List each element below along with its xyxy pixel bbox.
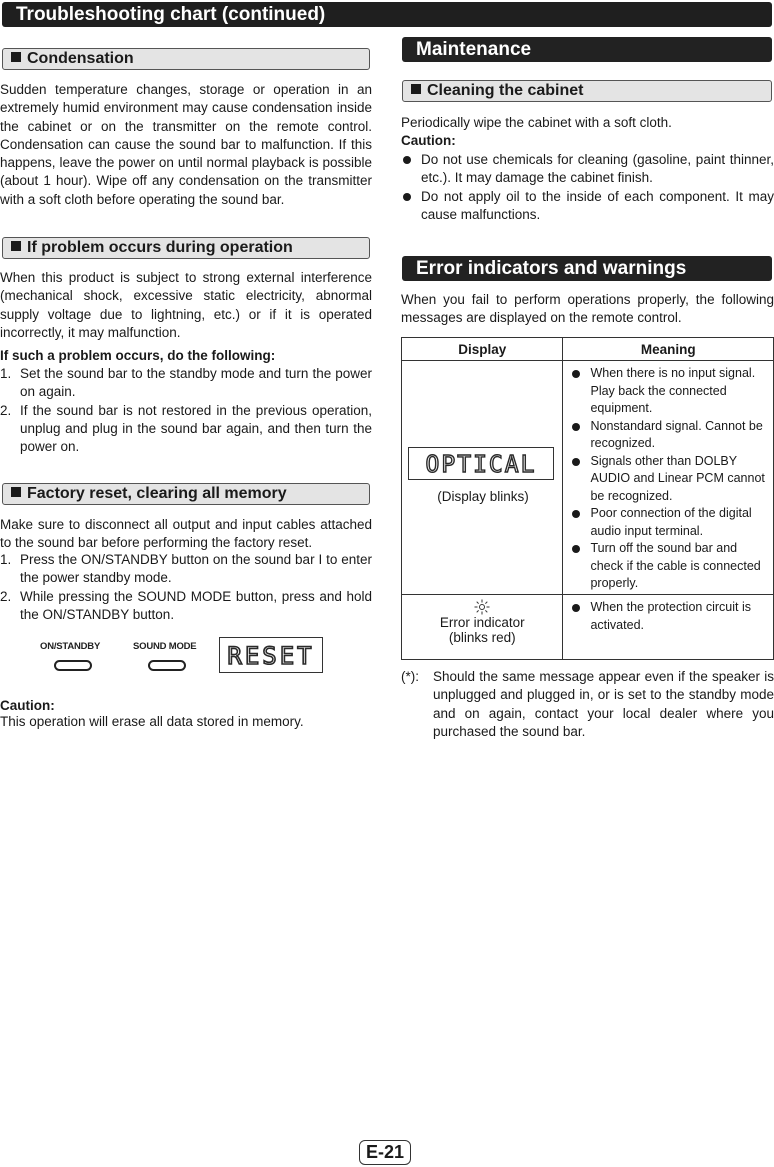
optical-display bbox=[408, 447, 554, 480]
lcd-display-icon bbox=[409, 448, 553, 479]
table-row bbox=[402, 361, 774, 595]
sound-mode-label: SOUND MODE bbox=[133, 641, 197, 652]
operation-problem-steps bbox=[0, 365, 372, 456]
factory-reset-body: Make sure to disconnect all output and input cables attached to the sound bar before performing the factory reset. bbox=[0, 517, 372, 551]
square-bullet-icon bbox=[11, 241, 21, 251]
error-table bbox=[401, 337, 774, 660]
factory-reset-steps bbox=[0, 551, 372, 624]
square-bullet-icon bbox=[411, 84, 421, 94]
condensation-heading: Condensation bbox=[2, 48, 370, 70]
square-bullet-icon bbox=[11, 487, 21, 497]
bullet-icon bbox=[572, 370, 580, 378]
factory-reset-heading: Factory reset, clearing all memory bbox=[2, 483, 370, 505]
list-item: Nonstandard signal. Cannot be recognized. bbox=[563, 418, 769, 453]
cleaning-heading: Cleaning the cabinet bbox=[402, 80, 772, 102]
bullet-icon bbox=[572, 510, 580, 518]
bullet-icon bbox=[572, 458, 580, 466]
bullet-icon bbox=[403, 193, 411, 201]
maintenance-caution-list bbox=[401, 151, 774, 224]
page-number: E-21 bbox=[359, 1140, 411, 1165]
footnote-mark: (*): bbox=[401, 669, 419, 684]
bullet-icon bbox=[403, 156, 411, 164]
meaning-cell-optical bbox=[563, 361, 774, 595]
display-cell-error-indicator bbox=[402, 595, 563, 660]
display-blinks-note: (Display blinks) bbox=[437, 489, 529, 504]
operation-problem-body: When this product is subject to strong external interference (mechanical shock, excessive static electricity, abnormal supply voltage due to lightning, etc.) or if it is operated incorrectly, it may malfunction. bbox=[0, 270, 372, 340]
bullet-icon bbox=[572, 423, 580, 431]
maintenance-heading: Maintenance bbox=[402, 37, 772, 62]
error-intro: When you fail to perform operations properly, the following messages are displayed on the remote control. bbox=[401, 292, 774, 326]
table-header-row bbox=[402, 338, 774, 361]
footnote-text: Should the same message appear even if the speaker is unplugged and plugged in, or is set to the standby mode and on again, contact your local dealer where you purchased the sound bar. bbox=[433, 669, 774, 739]
meaning-list bbox=[563, 361, 773, 593]
meaning-cell-protection bbox=[563, 595, 774, 660]
error-indicators-heading: Error indicators and warnings bbox=[402, 256, 772, 281]
blinking-indicator-icon bbox=[474, 599, 490, 615]
list-item: 1. Set the sound bar to the standby mode and turn the power on again. bbox=[0, 366, 372, 400]
display-cell-optical bbox=[402, 361, 563, 595]
error-indicator-label: Error indicator bbox=[439, 615, 525, 630]
square-bullet-icon bbox=[11, 52, 21, 62]
reset-display-text: RESET bbox=[227, 642, 315, 670]
footnote bbox=[401, 668, 774, 741]
error-indicator-note: (blinks red) bbox=[448, 630, 516, 645]
list-item: 2. If the sound bar is not restored in the previous operation, unplug and plug in the sound bar again, and then turn the power on. bbox=[0, 402, 372, 455]
optical-display-text: OPTICAL bbox=[425, 452, 537, 478]
page-title: Troubleshooting chart (continued) bbox=[16, 4, 326, 25]
maintenance-caution-label: Caution: bbox=[401, 133, 456, 148]
bullet-icon bbox=[572, 545, 580, 553]
list-item: Do not use chemicals for cleaning (gasoline, paint thinner, etc.). It may damage the cabinet finish. bbox=[401, 151, 774, 188]
column-header-meaning: Meaning bbox=[563, 338, 774, 361]
reset-display bbox=[219, 637, 323, 673]
page-title-banner bbox=[2, 2, 772, 27]
operation-problem-subheading: If such a problem occurs, do the following: bbox=[0, 348, 276, 363]
table-row bbox=[402, 595, 774, 660]
column-header-display: Display bbox=[402, 338, 563, 361]
on-standby-label: ON/STANDBY bbox=[40, 641, 101, 652]
on-standby-button-icon bbox=[54, 660, 92, 671]
lcd-display-icon bbox=[220, 638, 322, 672]
meaning-list bbox=[563, 595, 773, 634]
list-item: Do not apply oil to the inside of each component. It may cause malfunctions. bbox=[401, 188, 774, 225]
list-item: When the protection circuit is activated. bbox=[563, 599, 769, 634]
list-item: When there is no input signal. Play back the connected equipment. bbox=[563, 365, 769, 418]
condensation-body: Sudden temperature changes, storage or operation in an extremely humid environment may cause condensation inside the cabinet or on the transmitter on the remote control. Condensation can cause the sound bar to malfunction. If this happens, leave the power on until normal playback is possible (about 1 hour). Wipe off any condensation on the transmitter with a soft cloth before operating the sound bar. bbox=[0, 82, 372, 207]
sound-mode-button-icon bbox=[148, 660, 186, 671]
list-item: Poor connection of the digital audio input terminal. bbox=[563, 505, 769, 540]
list-item: 1. Press the ON/STANDBY button on the sound bar I to enter the power standby mode. bbox=[0, 552, 372, 586]
list-item: Turn off the sound bar and check if the cable is connected properly. bbox=[563, 540, 769, 593]
list-item: 2. While pressing the SOUND MODE button, press and hold the ON/STANDBY button. bbox=[0, 588, 372, 622]
bullet-icon bbox=[572, 604, 580, 612]
operation-problem-heading: If problem occurs during operation bbox=[2, 237, 370, 259]
maintenance-body: Periodically wipe the cabinet with a soft cloth. bbox=[401, 115, 672, 130]
factory-reset-caution-label: Caution: bbox=[0, 698, 55, 713]
list-item: Signals other than DOLBY AUDIO and Linear PCM cannot be recognized. bbox=[563, 453, 769, 506]
factory-reset-caution-text: This operation will erase all data stored in memory. bbox=[0, 714, 304, 729]
